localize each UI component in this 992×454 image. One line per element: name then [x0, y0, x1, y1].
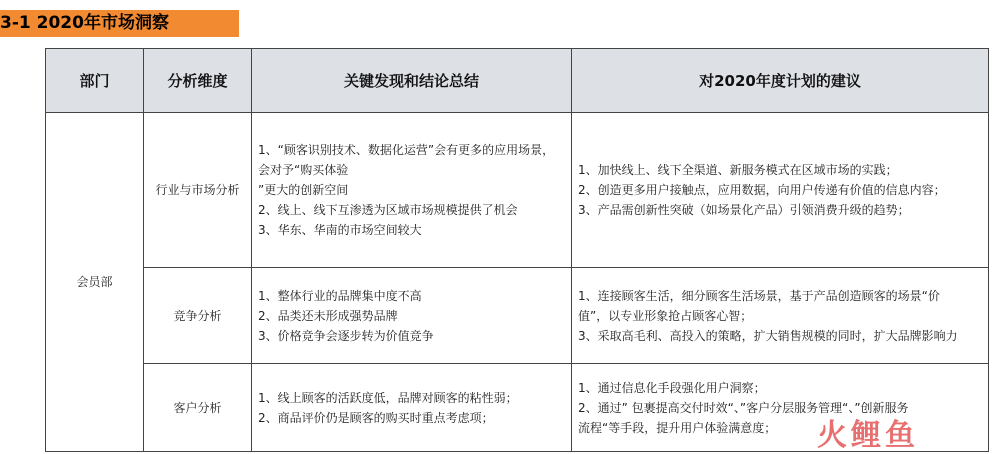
- recommendation-line: 1、加快线上、线下全渠道、新服务模式在区域市场的实践；: [578, 163, 898, 177]
- findings-line: 3、华东、华南的市场空间较大: [258, 223, 422, 237]
- department-cell: 会员部: [46, 113, 144, 452]
- findings-cell: [252, 268, 572, 364]
- recommendation-line: 值”，以专业形象抢占顾客心智；: [578, 308, 753, 323]
- findings-cell: [252, 113, 572, 268]
- recommendation-line: 1、通过信息化手段强化用户洞察；: [578, 380, 766, 395]
- header-dept: 部门: [46, 49, 144, 113]
- findings-line: 1、线上顾客的活跃度低，品牌对顾客的粘性弱；: [258, 390, 518, 405]
- findings-line: 2、线上、线下互渗透为区域市场规模提供了机会: [258, 203, 518, 217]
- findings-line: 1、整体行业的品牌集中度不高: [258, 288, 422, 303]
- recommendation-line: 2、创造更多用户接触点，应用数据，向用户传递有价值的信息内容；: [578, 183, 946, 197]
- dimension-cell: 行业与市场分析: [144, 113, 252, 268]
- findings-line: 会对予“购买体验: [258, 163, 349, 177]
- section-title: 3-1 2020年市场洞察: [0, 10, 239, 37]
- findings-cell: [252, 364, 572, 452]
- table-row: [46, 268, 989, 364]
- findings-line: 3、价格竞争会逐步转为价值竞争: [258, 328, 434, 343]
- recommendation-line: 1、连接顾客生活，细分顾客生活场景，基于产品创造顾客的场景“价: [578, 288, 940, 303]
- market-insight-table: [45, 48, 989, 452]
- recommendation-line: 流程“等手段，提升用户体验满意度；: [578, 420, 777, 435]
- recommendation-line: 3、产品需创新性突破（如场景化产品）引领消费升级的趋势；: [578, 203, 910, 217]
- header-dimension: 分析维度: [144, 49, 252, 113]
- watermark-logo: 火鲤鱼: [817, 418, 919, 453]
- table-row: [46, 113, 989, 268]
- header-findings: 关键发现和结论总结: [252, 49, 572, 113]
- recommendation-line: 3、采取高毛利、高投入的策略，扩大销售规模的同时，扩大品牌影响力: [578, 328, 958, 343]
- header-row: [46, 49, 989, 113]
- header-recommendations: 对2020年度计划的建议: [572, 49, 989, 113]
- recommendations-cell: [572, 364, 989, 452]
- dimension-cell: 竞争分析: [144, 268, 252, 364]
- recommendation-line: 2、通过” 包裹提高交付时效“、”客户分层服务管理“、”创新服务: [578, 400, 909, 415]
- dimension-cell: 客户分析: [144, 364, 252, 452]
- recommendations-cell: [572, 113, 989, 268]
- findings-line: 1、“顾客识别技术、数据化运营”会有更多的应用场景，: [258, 143, 555, 157]
- findings-line: ”更大的创新空间: [258, 183, 349, 197]
- findings-line: 2、商品评价仍是顾客的购买时重点考虑项；: [258, 410, 494, 425]
- recommendations-cell: [572, 268, 989, 364]
- findings-line: 2、品类还未形成强势品牌: [258, 308, 398, 323]
